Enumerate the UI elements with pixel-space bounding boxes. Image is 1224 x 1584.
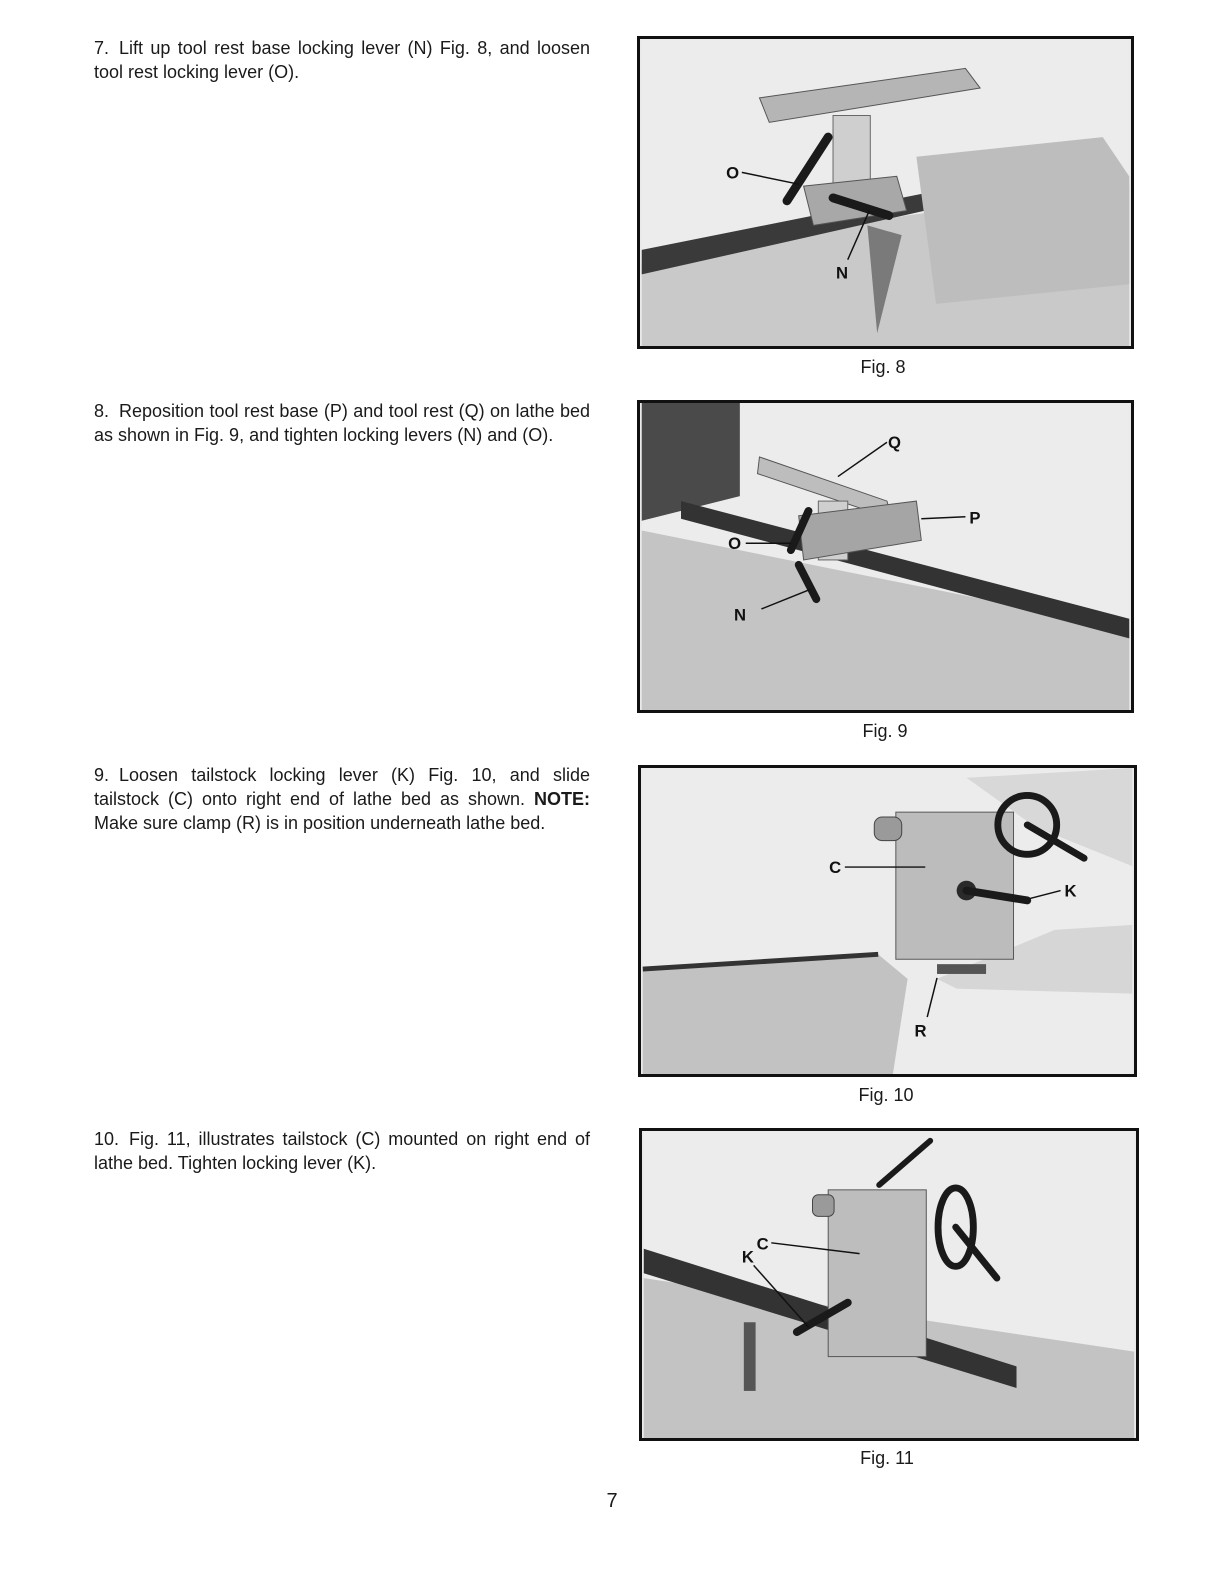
callout-p: P [969, 508, 981, 528]
page-number: 7 [606, 1490, 618, 1512]
step-8 [94, 399, 590, 447]
figure-9-photo [637, 400, 1134, 713]
step-7 [94, 36, 590, 84]
figure-9-caption: Fig. 9 [862, 721, 908, 741]
step-9 [94, 763, 590, 835]
callout-q: Q [887, 433, 901, 453]
step-10 [94, 1127, 590, 1175]
step-number: 9. [94, 765, 110, 785]
callout-k: K [741, 1247, 754, 1267]
callout-o: O [728, 534, 742, 554]
step-text: Loosen tailstock locking lever (K) Fig. 10, and slide tailstock (C) onto right end of lathe bed as shown. [94, 765, 590, 809]
figure-11-caption: Fig. 11 [860, 1448, 914, 1468]
callout-c: C [756, 1234, 769, 1254]
callout-n: N [835, 263, 848, 283]
figure-10-caption: Fig. 10 [858, 1085, 914, 1105]
callout-o: O [726, 163, 740, 183]
step-number: 10. [94, 1129, 120, 1149]
figure-8-photo [637, 36, 1134, 349]
callout-n: N [733, 605, 746, 625]
step-number: 8. [94, 401, 110, 421]
note-label: NOTE: [534, 789, 590, 809]
step-text: Reposition tool rest base (P) and tool rest (Q) on lathe bed as shown in Fig. 9, and tighten locking levers (N) and (O). [94, 401, 590, 445]
callout-k: K [1064, 881, 1077, 901]
figure-11-photo [639, 1128, 1139, 1441]
step-text: Fig. 11, illustrates tailstock (C) mounted on right end of lathe bed. Tighten locking lever (K). [94, 1129, 590, 1173]
figure-10-photo [638, 765, 1137, 1077]
step-number: 7. [94, 38, 110, 58]
callout-c: C [829, 857, 842, 877]
note-text: Make sure clamp (R) is in position underneath lathe bed. [94, 813, 546, 833]
figure-8-caption: Fig. 8 [860, 357, 906, 377]
step-text: Lift up tool rest base locking lever (N) Fig. 8, and loosen tool rest locking lever (O). [94, 38, 590, 82]
callout-r: R [914, 1021, 927, 1041]
